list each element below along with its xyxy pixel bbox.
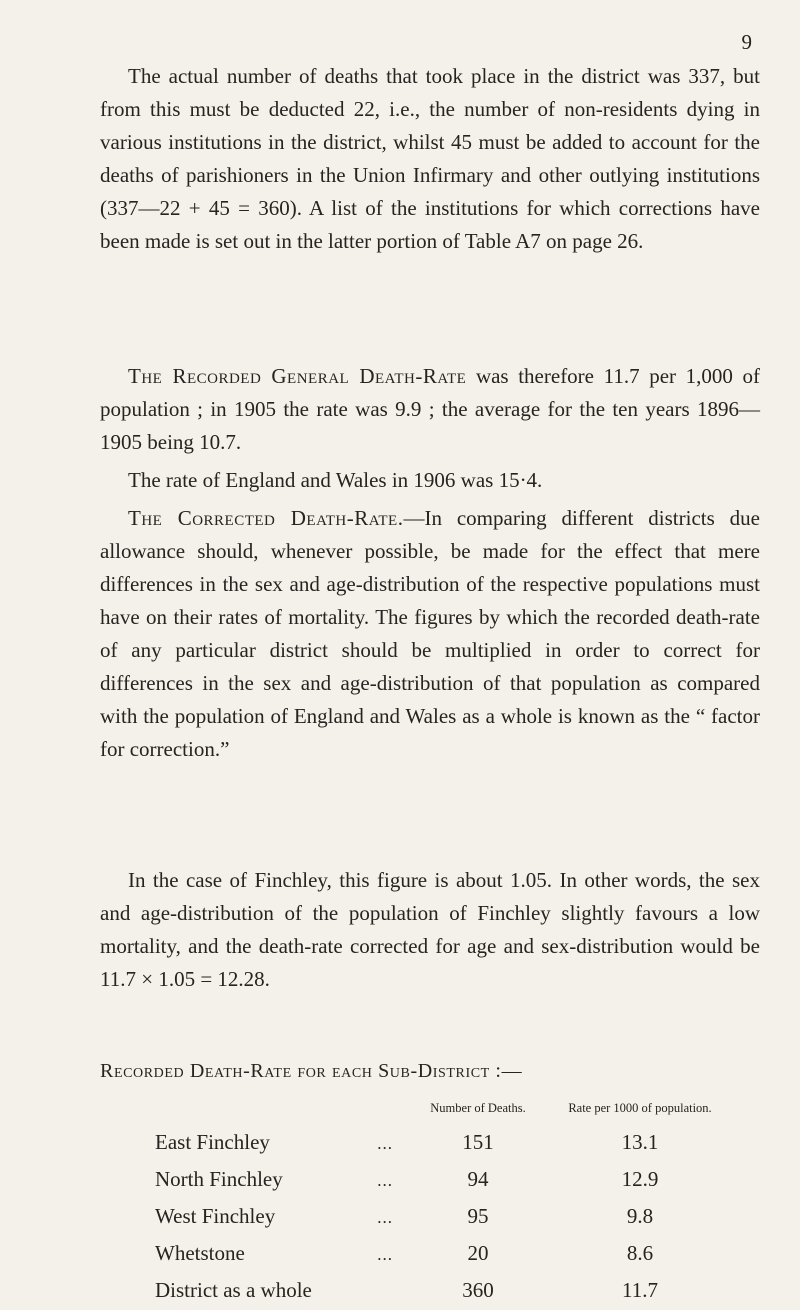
leader-dots: ... [377,1208,393,1227]
header-number-of-deaths: Number of Deaths. [430,1101,526,1115]
row-sub-district-name: North Finchley [155,1167,283,1191]
row-sub-district-name: Whetstone [155,1241,245,1265]
row-deaths: 95 [467,1204,489,1228]
table-row [155,1235,731,1272]
corrected-death-rate-heading: The Corrected Death-Rate. [128,506,404,530]
leader-dots: ... [377,1245,393,1264]
recorded-death-rate-heading: The Recorded General Death-Rate [128,364,467,388]
table-title: Recorded Death-Rate for each Sub-District :— [100,1060,523,1082]
row-rate: 13.1 [621,1130,659,1154]
row-rate: 9.8 [626,1204,654,1228]
paragraph-finchley-factor: In the case of Finchley, this figure is about 1.05. In other words, the sex and age-distribution of the population of Finchley slightly favours a low mortality, and the death-rate corrected for age and sex-distribution would be 11.7 × 1.05 = 12.28. [100,868,760,991]
recorded-death-rate-body: was therefore 11.7 per 1,000 of population ; in 1905 the rate was 9.9 ; the average for the ten years 1896—1905 being 10.7. [100,364,760,454]
leader-dots: ... [377,1171,393,1190]
row-deaths: 20 [467,1241,489,1265]
row-deaths: 360 [462,1278,494,1302]
row-sub-district-name: West Finchley [155,1204,276,1228]
leader-dots: ... [377,1134,393,1153]
header-sub-district [155,1100,407,1124]
page-number: 9 [741,30,752,54]
paragraph-england-wales-rate: The rate of England and Wales in 1906 was 15·4. [128,468,543,492]
row-sub-district-name: East Finchley [155,1130,270,1154]
corrected-death-rate-body: —In comparing different districts due allowance should, whenever possible, be made for the effect that mere differences in the sex and age-distribution of the respective populations must have on their rates of mortality. The figures by which the recorded death-rate of any particular district should be multiplied in order to correct for differences in the sex and age-distribution of that population as compared with the population of England and Wales as a whole is known as the “ factor for correction.” [100,506,760,761]
table-header-row [155,1100,731,1124]
paragraph-recorded-death-rate [100,360,760,459]
table-row [155,1198,731,1235]
sub-district-death-rate-table [155,1100,731,1309]
row-deaths: 151 [462,1130,494,1154]
row-rate: 12.9 [621,1167,659,1191]
table-row [155,1124,731,1161]
row-rate: 8.6 [626,1241,654,1265]
row-rate: 11.7 [622,1278,658,1302]
paragraph-corrected-death-rate [100,502,760,766]
header-rate-per-1000: Rate per 1000 of population. [568,1101,712,1115]
row-sub-district-name: District as a whole [155,1278,312,1302]
table-row-total [155,1272,731,1309]
row-deaths: 94 [467,1167,489,1191]
table-row [155,1161,731,1198]
paragraph-actual-deaths: The actual number of deaths that took place in the district was 337, but from this must be deducted 22, i.e., the number of non-residents dying in various institutions in the district, whilst 45 must be added to account for the deaths of parishioners in the Union Infirmary and other outlying institutions (337—22 + 45 = 360). A list of the institutions for which corrections have been made is set out in the latter portion of Table A7 on page 26. [100,64,760,253]
